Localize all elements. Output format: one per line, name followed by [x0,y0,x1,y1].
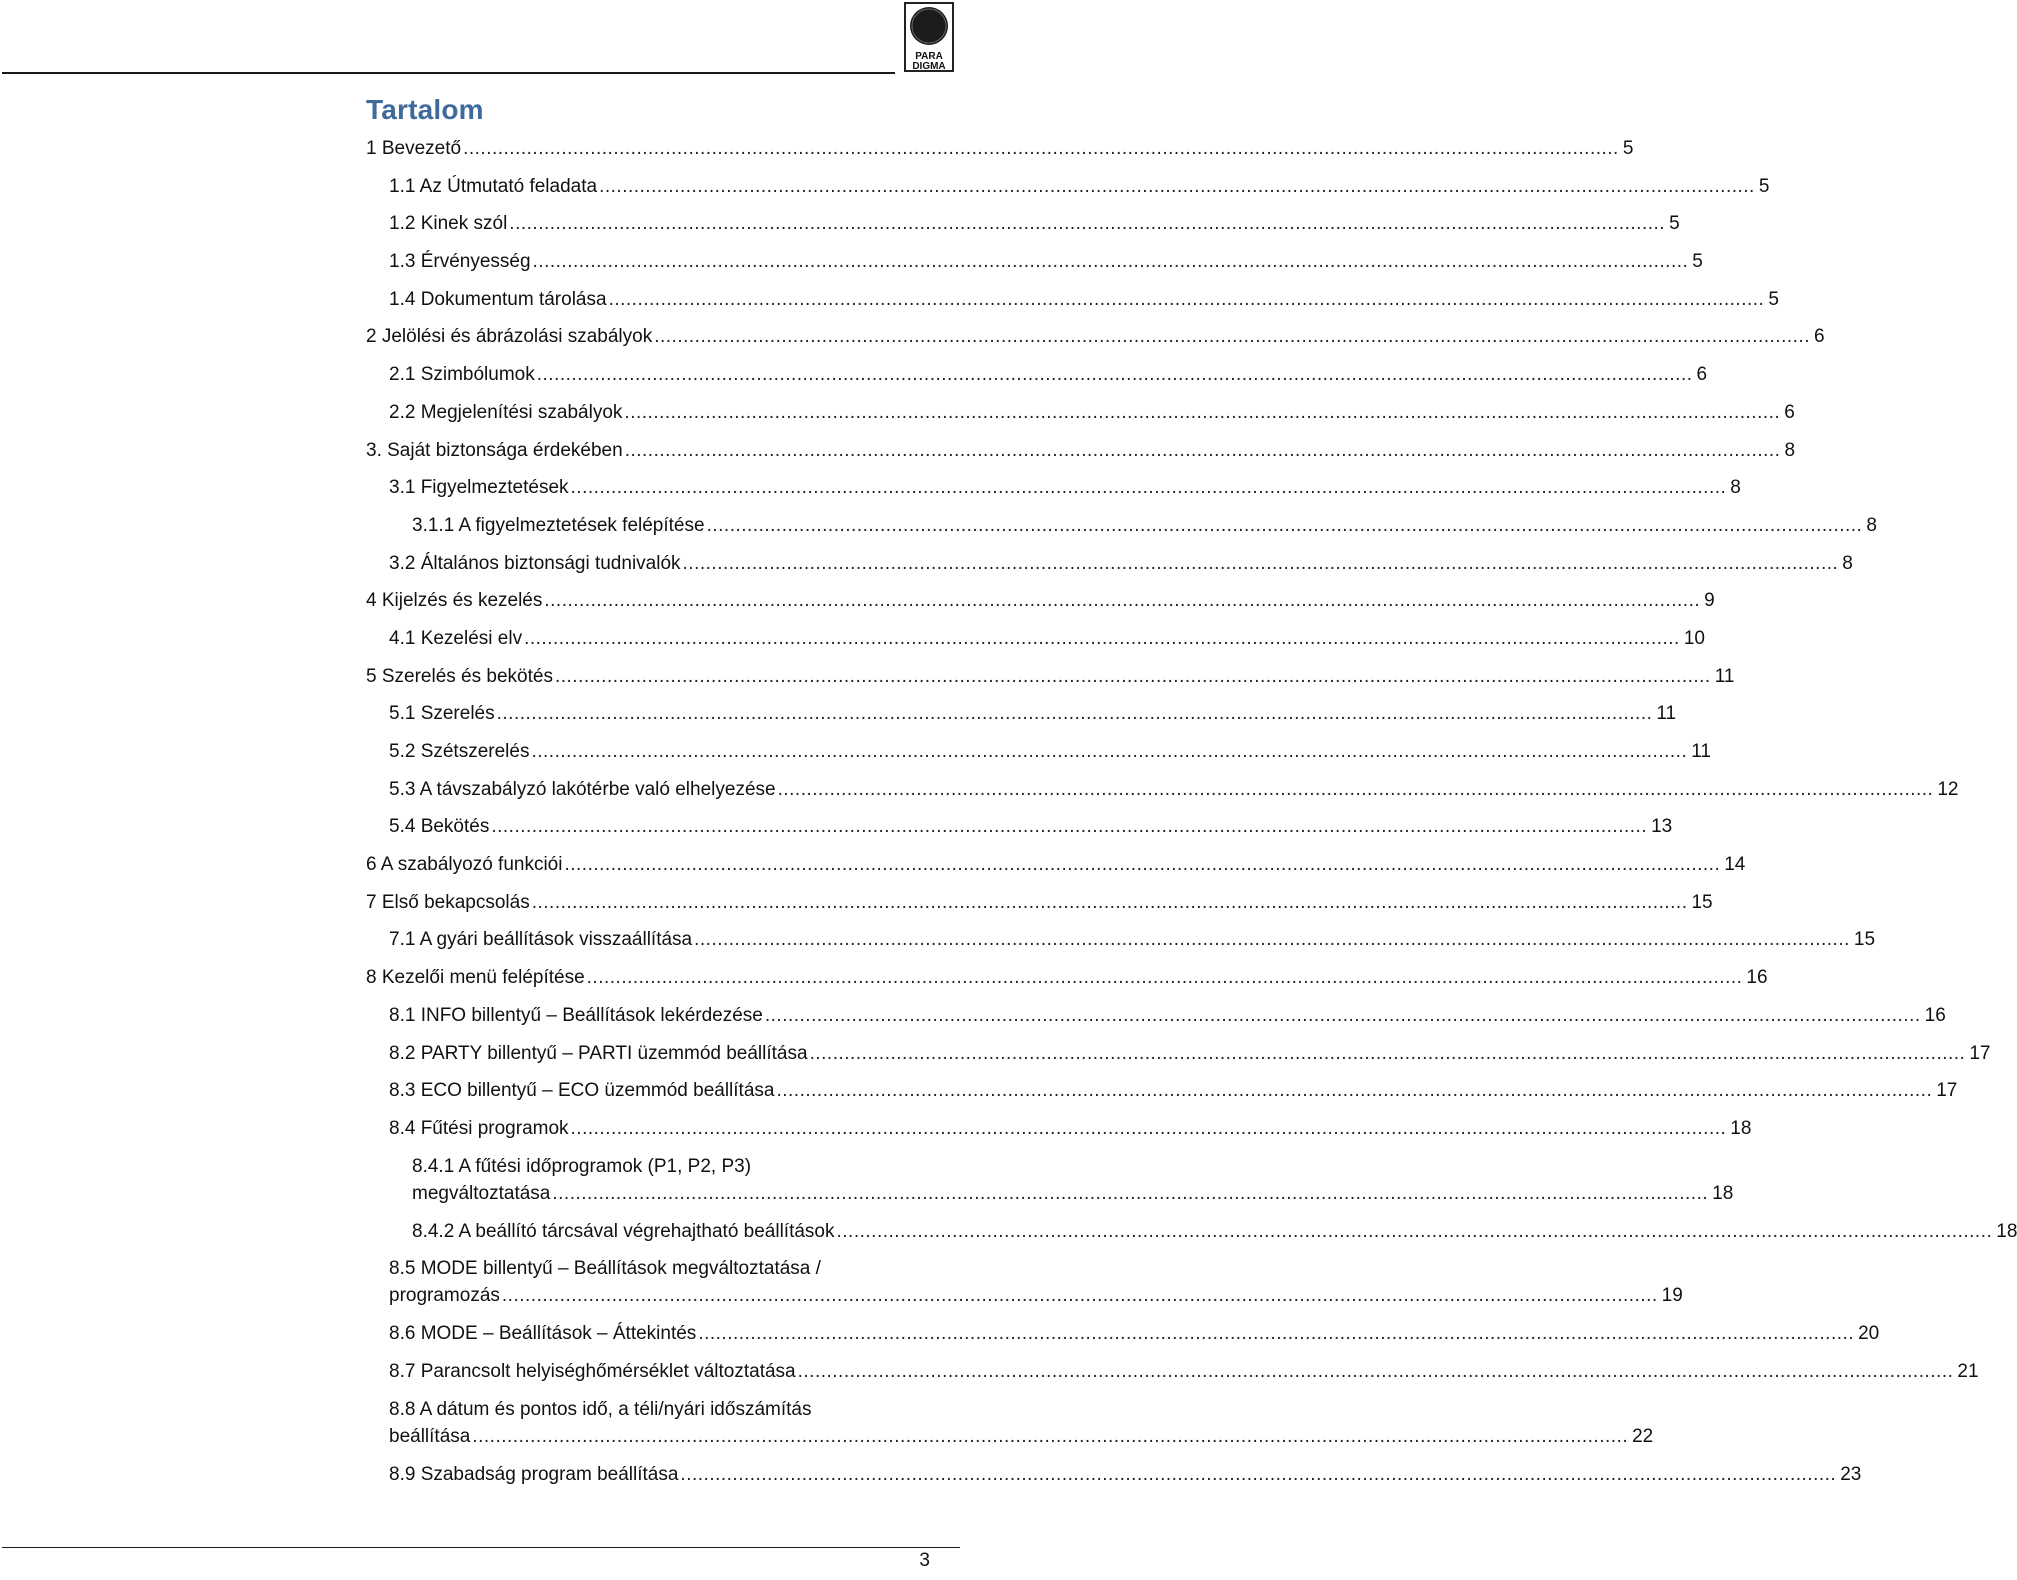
toc-entry-line [389,776,1959,803]
toc-entry-label: 8.3 ECO billentyű – ECO üzemmód beállítása [389,1080,775,1102]
toc-entry[interactable] [389,1391,1654,1456]
toc-dot-leader: ........................................................................................................................................................................................................ [599,175,1755,197]
toc-entry-label: 1.4 Dokumentum tárolása [389,288,607,310]
toc-entry[interactable] [389,1353,1979,1391]
toc-entry-page: 18 [1730,1117,1752,1139]
toc-entry[interactable] [389,808,1673,846]
toc-entry-line [389,926,1876,953]
table-of-contents [366,130,2017,1493]
toc-entry[interactable] [389,921,1876,959]
toc-entry-label: beállítása [389,1425,471,1447]
toc-dot-leader: ........................................................................................................................................................................................................ [524,627,1680,649]
toc-entry-line [389,1358,1979,1385]
toc-entry-line [389,1461,1862,1488]
toc-dot-leader: ........................................................................................................................................................................................................ [552,1182,1709,1204]
toc-entry-page: 18 [1712,1182,1734,1204]
toc-entry-label: 8.6 MODE – Beállítások – Áttekintés [389,1323,697,1345]
toc-entry-line [366,437,1796,464]
toc-entry-line [412,1180,1734,1207]
toc-entry[interactable] [389,243,1703,281]
toc-entry[interactable] [389,695,1677,733]
toc-dot-leader: ........................................................................................................................................................................................................ [836,1220,1993,1242]
toc-entry-label: 7.1 A gyári beállítások visszaállítása [389,929,693,951]
paradigma-logo-icon [904,2,954,72]
toc-entry-page: 14 [1724,854,1746,876]
toc-entry[interactable] [389,997,1946,1035]
toc-entry[interactable] [366,884,1713,922]
toc-entry-line [412,1218,2017,1245]
toc-entry-page: 16 [1924,1004,1946,1026]
toc-entry[interactable] [389,469,1741,507]
toc-entry-line [389,1040,1991,1067]
svg-text:PARA: PARA [915,51,943,62]
toc-entry-label: 5.1 Szerelés [389,703,495,725]
toc-dot-leader: ........................................................................................................................................................................................................ [463,138,1619,159]
toc-entry-label: 1.2 Kinek szól [389,213,508,235]
toc-entry-page: 5 [1692,251,1703,273]
toc-entry-line [389,1002,1946,1029]
toc-entry[interactable] [412,1213,2017,1251]
toc-entry-line [366,964,1768,991]
toc-entry-line [389,738,1711,765]
toc-entry[interactable] [389,281,1779,319]
toc-entry-label: 2 Jelölési és ábrázolási szabályok [366,326,653,348]
toc-entry[interactable] [389,356,1708,394]
toc-entry-page: 15 [1691,891,1713,913]
toc-entry-label: 3. Saját biztonsága érdekében [366,439,623,461]
footer-rule [2,1547,960,1548]
toc-entry[interactable] [389,1250,1683,1315]
toc-dot-leader: ........................................................................................................................................................................................................ [532,251,1689,273]
toc-entry-page: 5 [1622,138,1634,159]
toc-entry-page: 11 [1656,703,1677,725]
toc-title: Tartalom [366,94,484,125]
toc-entry-label: 8.9 Szabadság program beállítása [389,1463,679,1485]
toc-entry-page: 13 [1651,816,1673,838]
toc-entry-label: 4 Kijelzés és kezelés [366,590,543,612]
toc-entry-page: 9 [1704,590,1715,612]
toc-entry-page: 8 [1784,439,1796,461]
toc-entry[interactable] [389,545,1853,583]
toc-entry-line [366,135,1634,162]
toc-entry-line [366,889,1713,916]
toc-entry-line [389,625,1705,652]
toc-entry-line [389,1423,1654,1450]
toc-entry-page: 10 [1683,627,1705,649]
toc-entry-label: 3.2 Általános biztonsági tudnivalók [389,552,681,574]
toc-entry-line [366,587,1715,614]
toc-dot-leader: ........................................................................................................................................................................................................ [706,514,1863,536]
toc-entry-label: 2.1 Szimbólumok [389,364,535,386]
toc-dot-leader: ........................................................................................................................................................................................................ [777,778,1934,800]
toc-entry-label: 5.3 A távszabályzó lakótérbe való elhelyezése [389,778,776,800]
toc-entry-line [389,173,1770,200]
toc-entry-page: 15 [1853,929,1876,951]
toc-entry[interactable] [389,1456,1862,1494]
toc-entry-line [389,1282,1683,1309]
toc-entry-line [389,210,1680,237]
toc-entry[interactable] [366,846,1746,884]
toc-dot-leader: ........................................................................................................................................................................................................ [797,1360,1954,1382]
toc-entry-line [389,1077,1958,1104]
toc-dot-leader: ........................................................................................................................................................................................................ [531,891,1688,913]
toc-entry-label-line: 8.5 MODE billentyű – Beállítások megváltoztatása / [389,1258,821,1280]
toc-dot-leader: ........................................................................................................................................................................................................ [680,1463,1837,1485]
toc-dot-leader: ........................................................................................................................................................................................................ [764,1004,1921,1026]
toc-dot-leader: ........................................................................................................................................................................................................ [472,1425,1629,1447]
toc-entry-label: 7 Első bekapcsolás [366,891,530,913]
toc-entry-page: 5 [1669,213,1680,235]
toc-entry[interactable] [366,318,1825,356]
toc-entry-label: 6 A szabályozó funkciói [366,854,563,876]
toc-entry-page: 17 [1969,1042,1991,1064]
toc-entry-label-line: 8.8 A dátum és pontos idő, a téli/nyári időszámítás [389,1398,812,1420]
toc-entry-page: 12 [1937,778,1959,800]
toc-entry-label-line: 8.4.1 A fűtési időprogramok (P1, P2, P3) [412,1155,752,1177]
toc-entry[interactable] [389,1035,1991,1073]
svg-text:DIGMA: DIGMA [912,61,946,72]
toc-dot-leader: ........................................................................................................................................................................................................ [570,477,1727,499]
toc-entry-page: 19 [1661,1285,1683,1307]
toc-entry[interactable] [389,394,1795,432]
toc-dot-leader: ........................................................................................................................................................................................................ [809,1042,1966,1064]
toc-entry-page: 8 [1866,514,1877,536]
toc-entry-line [389,1115,1752,1142]
toc-entry-page: 16 [1746,967,1768,989]
toc-entry-line [389,361,1708,388]
toc-entry-line [366,663,1735,690]
toc-entry-label: 3.1.1 A figyelmeztetések felépítése [412,514,705,536]
toc-dot-leader: ........................................................................................................................................................................................................ [694,929,1850,951]
toc-dot-leader: ........................................................................................................................................................................................................ [491,816,1648,838]
toc-entry-label: 8.4.2 A beállító tárcsával végrehajtható beállítások [412,1220,835,1242]
toc-entry-page: 8 [1730,477,1741,499]
toc-entry[interactable] [412,1148,1734,1213]
toc-entry[interactable] [412,507,1877,545]
toc-entry[interactable] [389,1072,1958,1110]
toc-entry-page: 11 [1691,741,1711,762]
toc-dot-leader: ........................................................................................................................................................................................................ [531,741,1688,762]
toc-dot-leader: ........................................................................................................................................................................................................ [564,854,1721,876]
toc-dot-leader: ........................................................................................................................................................................................................ [698,1323,1855,1345]
toc-entry-label: 8.7 Parancsolt helyiséghőmérséklet változtatása [389,1360,796,1382]
toc-entry-page: 17 [1936,1080,1958,1102]
toc-entry-page: 18 [1996,1220,2017,1242]
toc-entry[interactable] [366,658,1735,696]
toc-entry[interactable] [389,733,1711,771]
toc-entry[interactable] [366,959,1768,997]
toc-entry-line [389,1320,1880,1347]
toc-entry-label: 5.4 Bekötés [389,816,490,838]
toc-dot-leader: ........................................................................................................................................................................................................ [624,401,1781,423]
toc-dot-leader: ........................................................................................................................................................................................................ [570,1117,1727,1139]
toc-entry-page: 6 [1784,401,1795,423]
toc-entry-label: programozás [389,1285,500,1307]
toc-entry[interactable] [389,620,1705,658]
toc-entry[interactable] [366,432,1796,470]
toc-entry-label: 1.1 Az Útmutató feladata [389,175,598,197]
toc-entry-label: 8.1 INFO billentyű – Beállítások lekérdezése [389,1004,763,1026]
toc-entry-line [389,474,1741,501]
toc-entry-line [389,399,1795,426]
toc-entry-line [366,851,1746,878]
toc-entry-label: 1 Bevezető [366,138,462,159]
toc-dot-leader: ........................................................................................................................................................................................................ [654,326,1810,348]
toc-entry-page: 11 [1714,665,1735,687]
toc-entry-label: 1.3 Érvényesség [389,251,531,273]
toc-entry[interactable] [389,1110,1752,1148]
toc-entry[interactable] [389,771,1959,809]
toc-entry[interactable] [389,168,1770,206]
toc-dot-leader: ........................................................................................................................................................................................................ [586,967,1743,989]
toc-dot-leader: ........................................................................................................................................................................................................ [544,590,1701,612]
toc-entry-page: 22 [1632,1425,1654,1447]
toc-entry[interactable] [389,1315,1880,1353]
toc-entry[interactable] [366,582,1715,620]
toc-entry-label: 4.1 Kezelési elv [389,627,523,649]
toc-entry-label: 5 Szerelés és bekötés [366,665,553,687]
toc-entry-line [389,813,1673,840]
toc-entry-label: 3.1 Figyelmeztetések [389,477,569,499]
toc-entry-label: 8 Kezelői menü felépítése [366,967,585,989]
toc-entry-label: 2.2 Megjelenítési szabályok [389,401,623,423]
page-number: 3 [919,1550,930,1571]
toc-entry-line [389,248,1703,275]
toc-entry-label: 8.4 Fűtési programok [389,1117,569,1139]
toc-entry-page: 6 [1813,326,1825,348]
toc-entry-page: 5 [1758,175,1770,197]
toc-dot-leader: ........................................................................................................................................................................................................ [501,1285,1658,1307]
toc-entry-line [389,286,1779,313]
toc-dot-leader: ........................................................................................................................................................................................................ [496,703,1653,725]
toc-entry-label: megváltoztatása [412,1182,551,1204]
toc-entry-label: 8.2 PARTY billentyű – PARTI üzemmód beállítása [389,1042,808,1064]
toc-dot-leader: ........................................................................................................................................................................................................ [509,213,1666,235]
header-rule [2,72,895,74]
toc-entry[interactable] [389,205,1680,243]
toc-dot-leader: ........................................................................................................................................................................................................ [776,1080,1933,1102]
toc-dot-leader: ........................................................................................................................................................................................................ [608,288,1765,310]
toc-entry-line [389,700,1677,727]
toc-entry-line [366,323,1825,350]
toc-entry-line [389,550,1853,577]
toc-entry-page: 21 [1957,1360,1979,1382]
toc-entry-label: 5.2 Szétszerelés [389,741,530,762]
toc-entry-line [412,512,1877,539]
toc-entry-page: 20 [1858,1323,1880,1345]
toc-entry-page: 6 [1696,364,1708,386]
toc-entry-page: 5 [1768,288,1779,310]
toc-dot-leader: ........................................................................................................................................................................................................ [536,364,1693,386]
toc-dot-leader: ........................................................................................................................................................................................................ [682,552,1839,574]
toc-dot-leader: ........................................................................................................................................................................................................ [624,439,1781,461]
toc-entry-page: 8 [1842,552,1853,574]
toc-entry[interactable] [366,130,1634,168]
toc-entry-page: 23 [1840,1463,1862,1485]
toc-dot-leader: ........................................................................................................................................................................................................ [554,665,1711,687]
